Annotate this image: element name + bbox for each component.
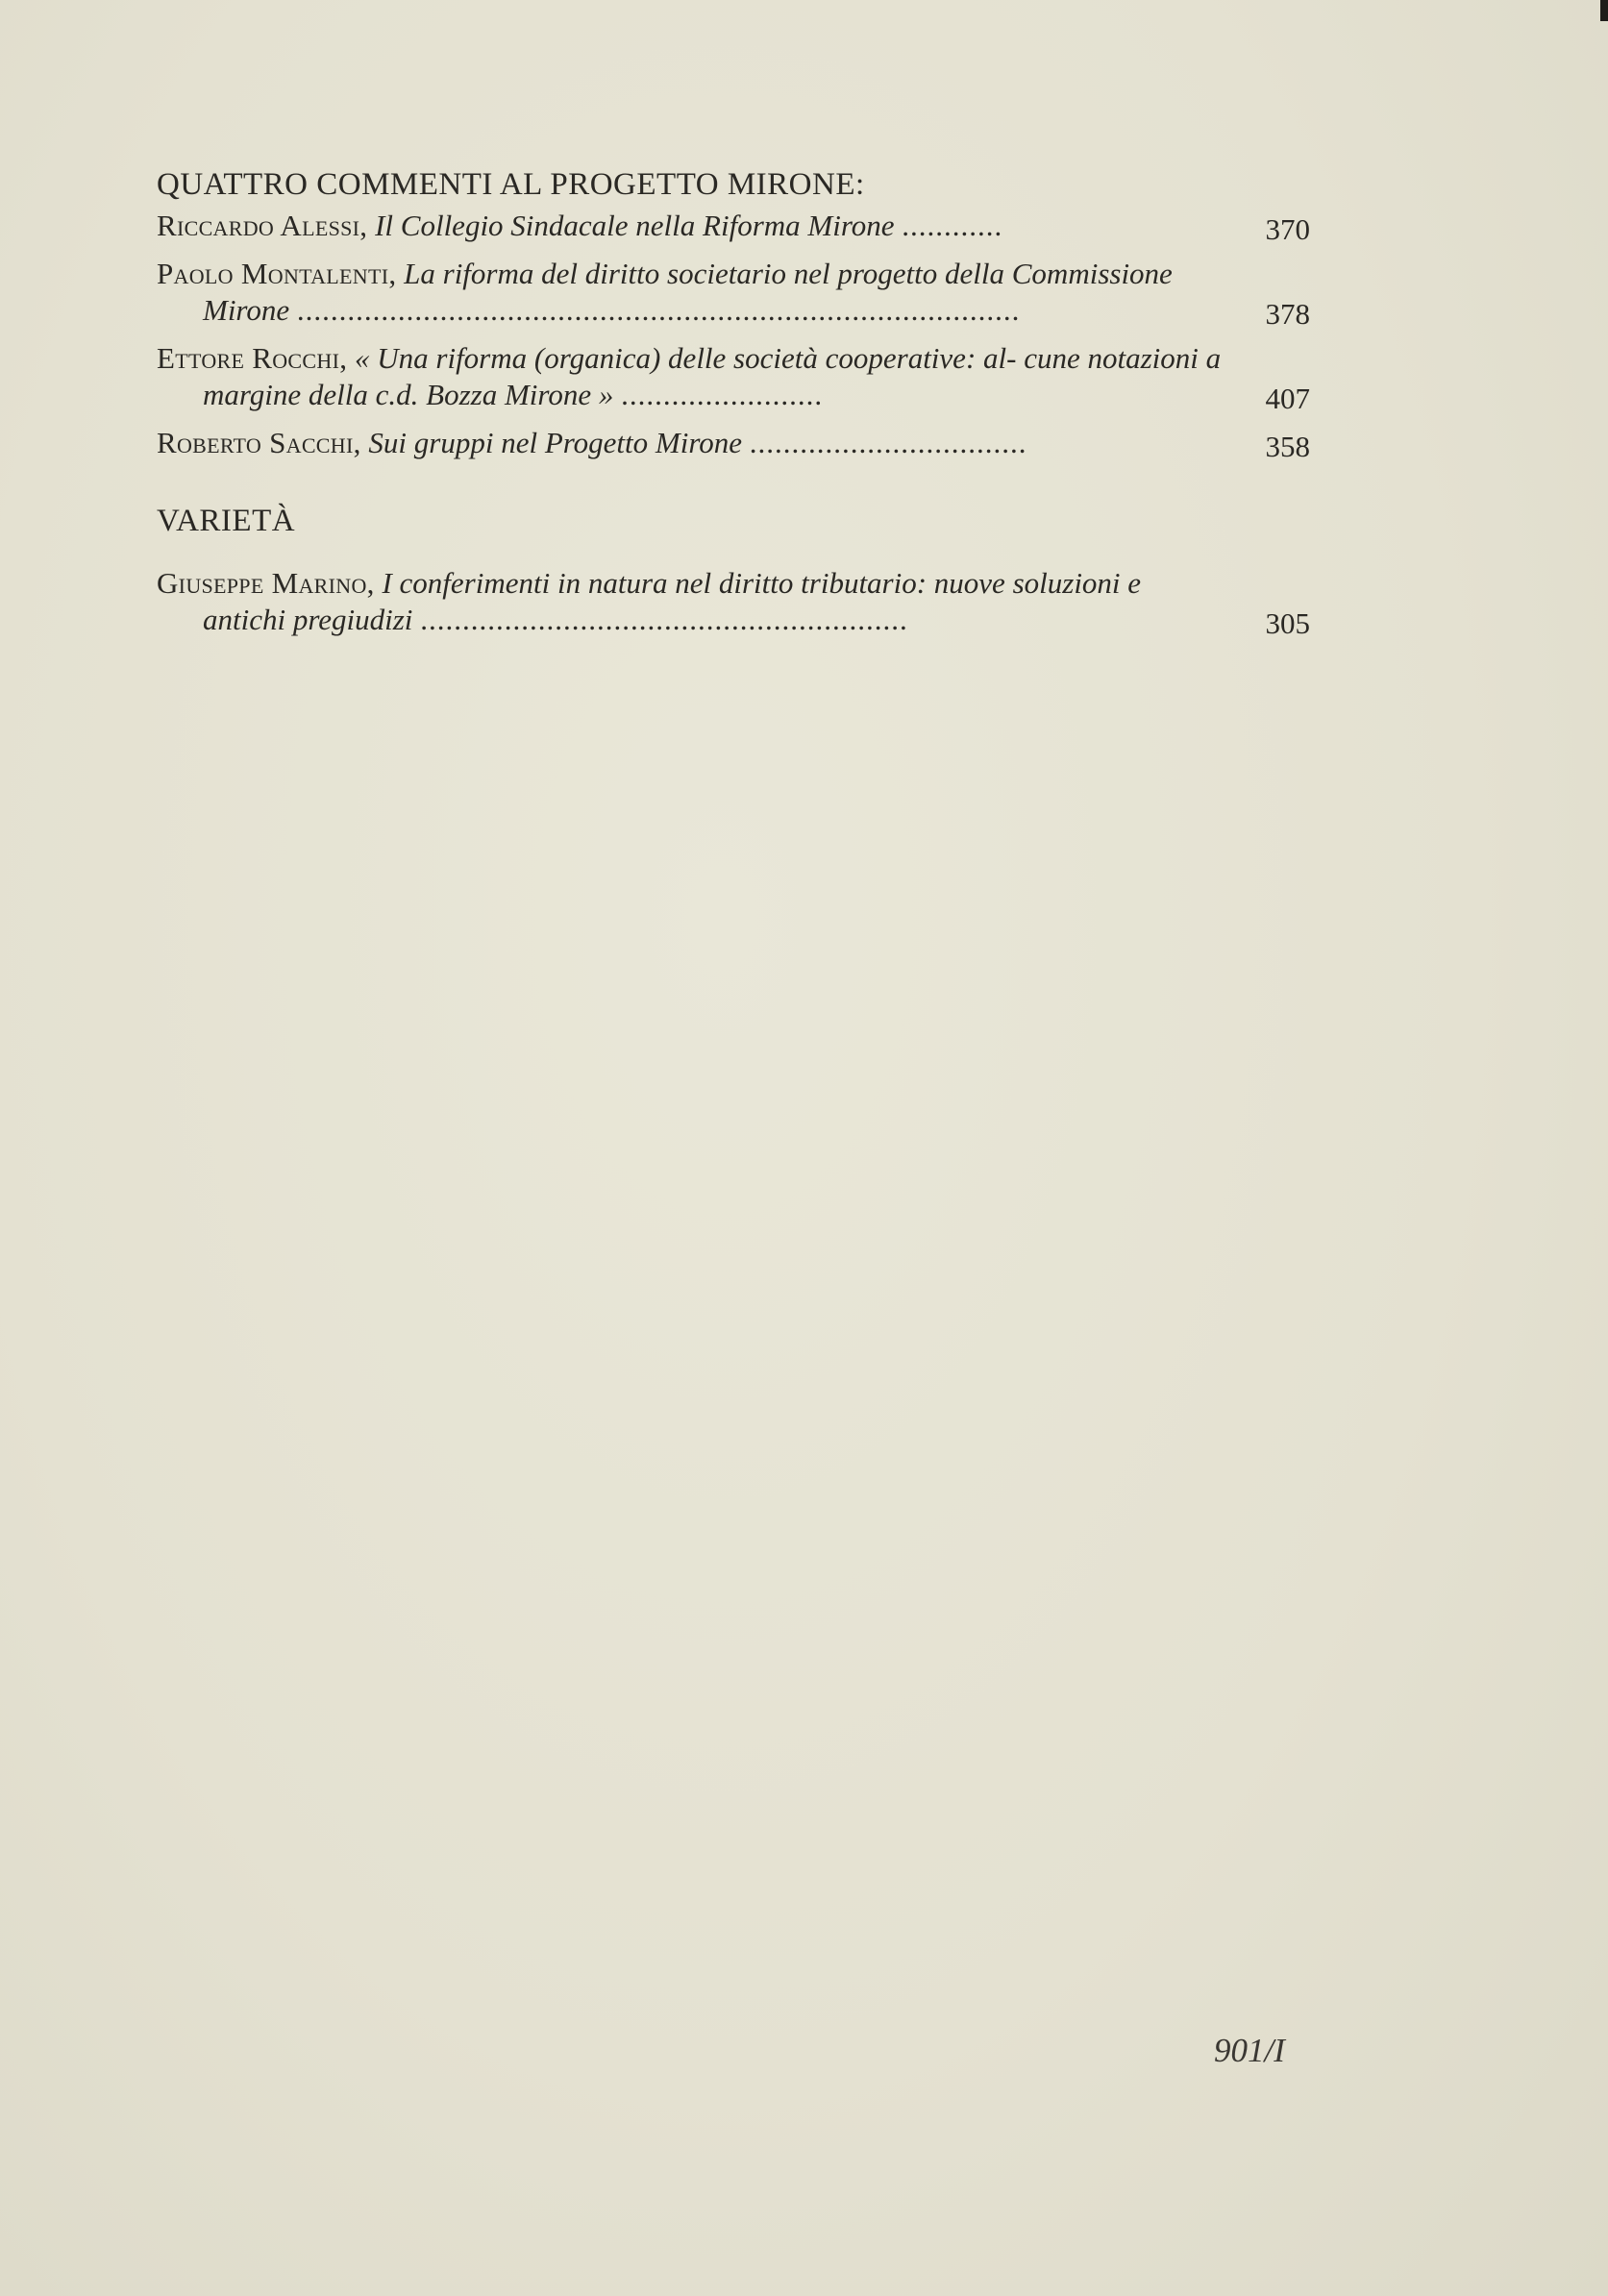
- toc-entry-rocchi: [157, 340, 1310, 413]
- section-quattro-commenti: [157, 163, 1310, 461]
- section-heading: QUATTRO COMMENTI AL PROGETTO MIRONE:: [157, 167, 865, 202]
- entry-page-number: 378: [1265, 297, 1310, 331]
- entry-title-continuation: soluzioni e antichi pregiudizi: [203, 566, 1142, 636]
- entry-page-number: 305: [1265, 606, 1310, 640]
- toc-entry-montalenti: [157, 256, 1310, 329]
- entry-text: [157, 256, 1222, 329]
- entry-dots: ........................: [621, 378, 824, 411]
- entry-text: [157, 425, 1222, 461]
- section-heading: VARIETÀ: [157, 504, 296, 538]
- entry-page-number: 358: [1265, 430, 1310, 463]
- entry-dots: ......................................................................................: [296, 293, 1021, 327]
- toc-entry-sacchi: [157, 425, 1310, 461]
- entry-dots: ............: [902, 209, 1003, 242]
- folio-page-number: 901/I: [1214, 2032, 1285, 2069]
- entry-title: I conferimenti in natura nel diritto tributario: nuove: [382, 566, 1005, 600]
- entry-author: Paolo Montalenti,: [157, 257, 397, 290]
- toc-entry-marino: [157, 565, 1310, 638]
- entry-author: Ettore Rocchi,: [157, 341, 348, 375]
- entry-text: [157, 565, 1222, 638]
- entry-title-continuation: cune notazioni a margine della c.d. Bozza Mirone »: [203, 341, 1222, 411]
- section-varieta: [157, 500, 1310, 638]
- entry-author: Riccardo Alessi,: [157, 209, 368, 242]
- entry-author: Roberto Sacchi,: [157, 426, 361, 459]
- entry-text: [157, 208, 1222, 244]
- entry-title: Sui gruppi nel Progetto Mirone: [368, 426, 743, 459]
- entry-dots: ..........................................................: [420, 603, 908, 636]
- toc-entry-alessi: [157, 208, 1310, 244]
- entry-dots: .................................: [749, 426, 1027, 459]
- entry-title-continuation: Commissione Mirone: [203, 257, 1173, 327]
- entry-text: [157, 340, 1222, 413]
- entry-title: Il Collegio Sindacale nella Riforma Mirone: [375, 209, 895, 242]
- corner-mark: [1600, 0, 1608, 21]
- entry-page-number: 370: [1265, 212, 1310, 246]
- entry-page-number: 407: [1265, 382, 1310, 415]
- table-of-contents: [157, 163, 1310, 638]
- entry-title: La riforma del diritto societario nel progetto della: [404, 257, 1004, 290]
- entry-author: Giuseppe Marino,: [157, 566, 375, 600]
- entry-title: « Una riforma (organica) delle società cooperative: al-: [355, 341, 1017, 375]
